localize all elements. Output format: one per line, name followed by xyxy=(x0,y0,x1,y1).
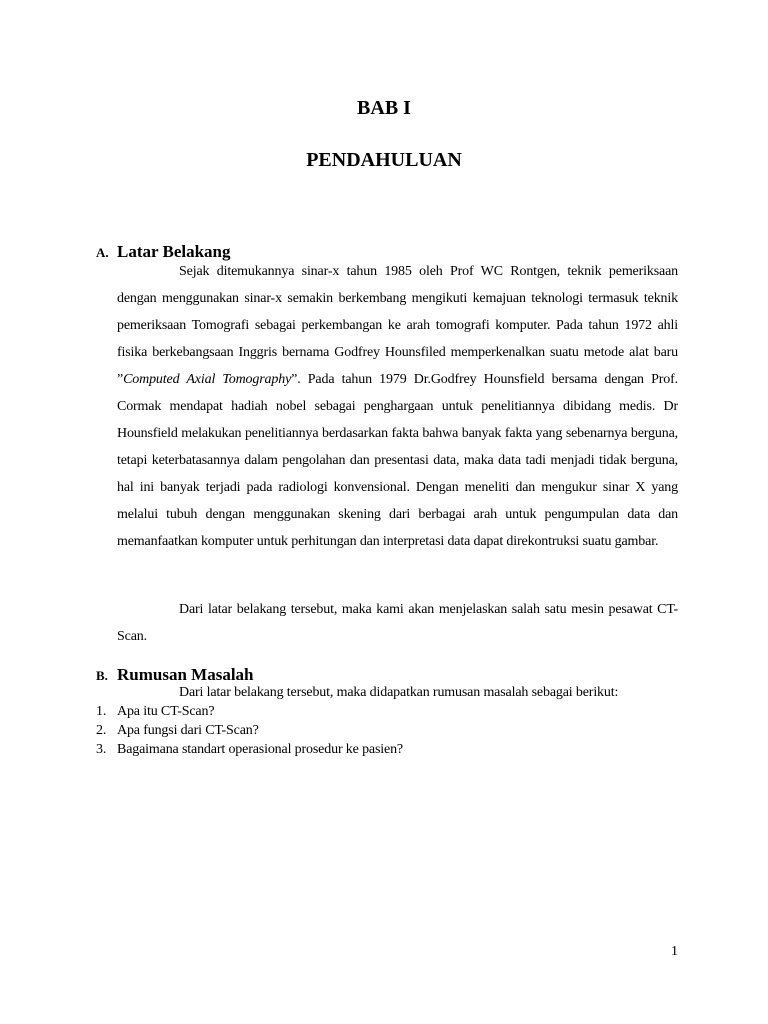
list-item-number: 2. xyxy=(96,723,107,738)
problem-question-list xyxy=(96,702,403,759)
list-item-number: 3. xyxy=(96,742,107,757)
section-b-title: Rumusan Masalah xyxy=(117,665,254,684)
page-number: 1 xyxy=(671,944,678,959)
list-item xyxy=(96,740,403,759)
section-b-heading xyxy=(96,665,254,686)
section-a-marker: A. xyxy=(96,245,109,260)
list-item xyxy=(96,702,403,721)
chapter-title: PENDAHULUAN xyxy=(306,149,462,171)
chapter-number: BAB I xyxy=(357,97,411,119)
section-b-marker: B. xyxy=(96,668,108,683)
list-item-number: 1. xyxy=(96,704,107,719)
problem-statement-intro: Dari latar belakang tersebut, maka didapatkan rumusan masalah sebagai berikut: xyxy=(179,685,619,700)
list-item xyxy=(96,721,403,740)
background-paragraph-1 xyxy=(117,258,678,555)
list-item-text: Bagaimana standart operasional prosedur ke pasien? xyxy=(117,742,404,757)
background-paragraph-2: Dari latar belakang tersebut, maka kami akan menjelaskan salah satu mesin pesawat CT-Scan. xyxy=(117,602,678,644)
paragraph-1-text-start: Sejak ditemukannya sinar-x tahun 1985 oleh Prof WC Rontgen, teknik pemeriksaan dengan menggunakan sinar-x semakin berkembang mengikuti kemajuan teknologi termasuk teknik pemeriksaan Tomografi sebagai perkembangan ke arah tomografi komputer. Pada tahun 1972 ahli fisika berkebangsaan Inggris bernama Godfrey Hounsfiled memperkenalkan suatu metode alat baru ” xyxy=(117,264,678,387)
paragraph-1-text-end: ”. Pada tahun 1979 Dr.Godfrey Hounsfield bersama dengan Prof. Cormak mendapat hadiah nobel sebagai penghargaan untuk penelitiannya dibidang medis. Dr Hounsfield melakukan penelitiannya berdasarkan fakta bahwa banyak fakta yang sebenarnya berguna, tetapi keterbatasannya dalam pengolahan dan presentasi data, maka data tadi menjadi tidak berguna, hal ini banyak terjadi pada radiologi konvensional. Dengan meneliti dan mengukur sinar X yang melalui tubuh dengan menggunakan skening dari berbagai arah untuk pengumpulan data dan memanfaatkan komputer untuk perhitungan dan interpretasi data dapat direkontruksi suatu gambar. xyxy=(117,372,678,549)
list-item-text: Apa itu CT-Scan? xyxy=(117,704,215,719)
list-item-text: Apa fungsi dari CT-Scan? xyxy=(117,723,259,738)
section-a-title: Latar Belakang xyxy=(117,242,231,261)
paragraph-1-italic-term: Computed Axial Tomography xyxy=(123,372,292,387)
